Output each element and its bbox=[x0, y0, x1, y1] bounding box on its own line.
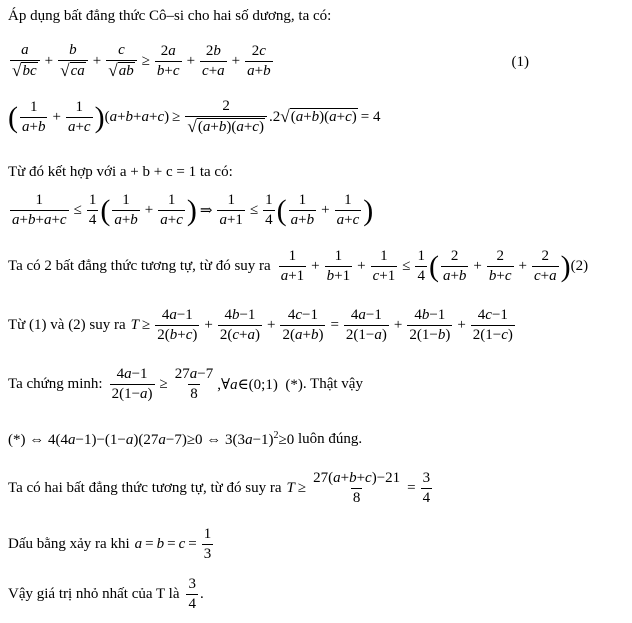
claim-line: Ta chứng minh: $\frac{4a-1}{2(1-a)}$ ≥ $\frac{27a-7}{8}$ ,∀a∈(0;1) (*) . Thật vậy bbox=[8, 366, 363, 402]
text-combine: Từ đó kết hợp với a + b + c = 1 ta có: bbox=[8, 164, 233, 180]
equation-label-2: (2) bbox=[570, 257, 589, 274]
text-equality: Dấu bằng xảy ra khi bbox=[8, 535, 130, 552]
inequality-2: $\frac{1}{a+b+a+c}$ ≤ $\frac{1}{4}$ ( $\frac{1}{a+b}$ + $\frac{1}{a+c}$ ) ⇒ $\frac{1}{a+1}$ ≤ $\frac{1}{4}$ ( $\frac{1}{a+b}$ + $\frac{1}{a+c}$ ) bbox=[12, 192, 374, 228]
inequality-1: a √ bc + b √ ca + c √ ab ≥ $\frac{2a}{b+c}$ + $\frac{2b}{c+a}$ + $\frac{2c}{a+b}$ bbox=[12, 42, 271, 80]
conclusion-line: Vậy giá trị nhỏ nhất của T là $\frac{3}{4}$ . bbox=[8, 576, 204, 612]
text-prove: Ta chứng minh: bbox=[8, 375, 103, 392]
inequality-3: Ta có 2 bất đẳng thức tương tự, từ đó suy ra $\frac{1}{a+1}$ + $\frac{1}{b+1}$ + $\frac{1}{c+1}$ ≤ $\frac{1}{4}$ ( $\frac{2}{a+b}$ + $\frac{2}{b+c}$ + $\frac{2}{c+a}$ ) (2) bbox=[8, 248, 589, 284]
equality-line: Dấu bằng xảy ra khi a = b = c = $\frac{1}{3}$ bbox=[8, 526, 212, 562]
text-always-true: luôn đúng. bbox=[298, 431, 363, 447]
inequality-4: Từ (1) và (2) suy ra T ≥ $\frac{4a-1}{2(b+c)}$ + $\frac{4b-1}{2(c+a)}$ + $\frac{4c-1}{2(a+b)}$ = $\frac{4a-1}{2(1-a)}$ + $\frac{4b-1}{2(1-b)}$ + $\frac{4c-1}{2(1-c)}$ bbox=[8, 307, 513, 343]
text-similar-2: Ta có hai bất đẳng thức tương tự, từ đó suy ra bbox=[8, 479, 282, 496]
result-line: Ta có hai bất đẳng thức tương tự, từ đó suy ra T ≥ $\frac{27(a+b+c)-21}{8}$ = $\frac{3}{4}$ bbox=[8, 470, 431, 506]
intro-text bbox=[8, 8, 331, 25]
inequality-cauchy: ( $\frac{1}{a+b}$ + $\frac{1}{a+c}$ ) (a+b+a+c) ≥ 2 √ (a+b)(a+c) .2 √ (a+b)(a+c) = 4 bbox=[8, 98, 381, 136]
text-from12: Từ (1) và (2) suy ra bbox=[8, 316, 126, 333]
text-indeed: . Thật vậy bbox=[302, 375, 363, 392]
proof-line: (*) ⇔ 4(4a−1)−(1−a)(27a−7)≥0 ⇔ $3(3a-1)^2\ge 0$ luôn đúng. bbox=[8, 430, 363, 448]
text-similar: Ta có 2 bất đẳng thức tương tự, từ đó suy ra bbox=[8, 257, 271, 274]
intro-label: Áp dụng bất đẳng thức Cô–si cho hai số dương, ta có: bbox=[8, 8, 332, 24]
text-line-4 bbox=[8, 164, 233, 181]
fraction: a √ bc bbox=[10, 42, 40, 80]
text-conclusion: Vậy giá trị nhỏ nhất của T là bbox=[8, 585, 180, 602]
equation-label-1: (1) bbox=[511, 54, 529, 70]
